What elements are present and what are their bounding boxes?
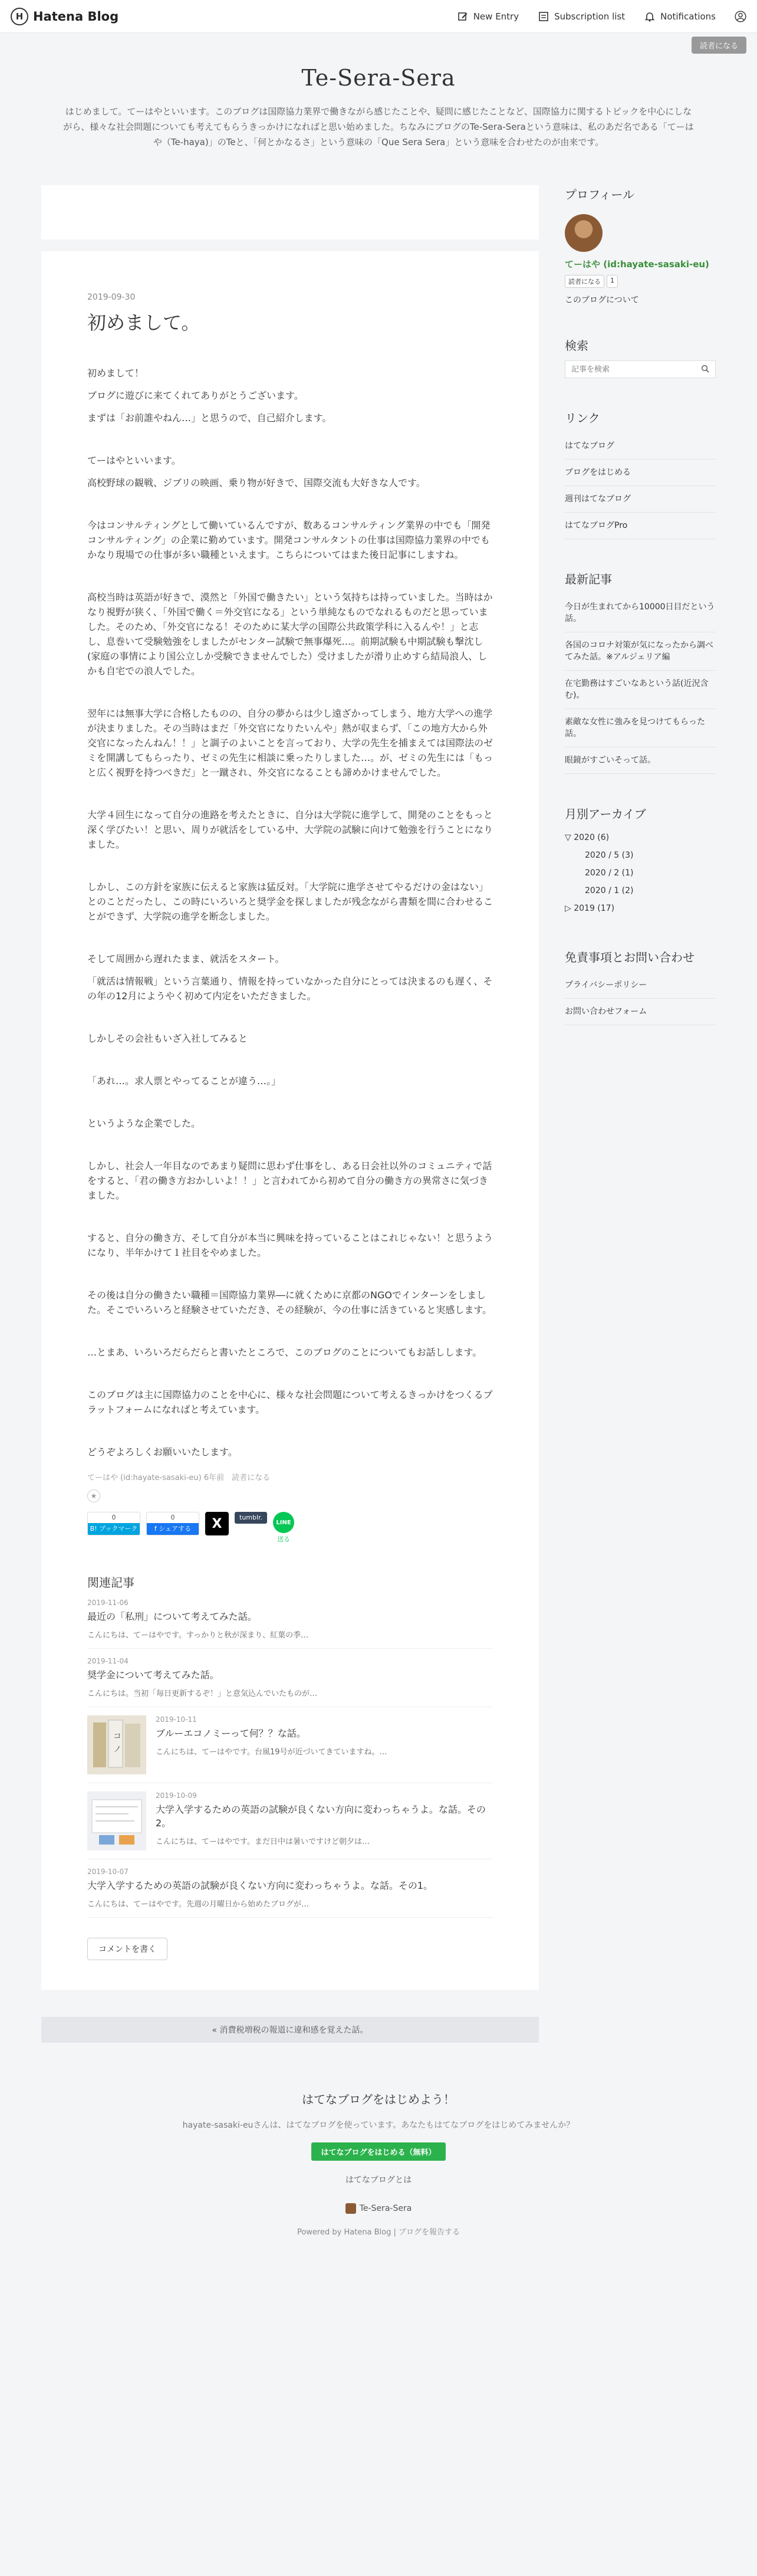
paragraph-gap — [87, 1325, 493, 1345]
entry-paragraph: このブログは主に国際協力のことを中心に、様々な社会問題について考えるきっかけをつくるプラットフォームになればと考えています。 — [87, 1389, 493, 1415]
related-text — [156, 1791, 493, 1850]
entry-paragraph: …とまあ、いろいろだらだらと書いたところで、このブログのことについてもお話しします。 — [87, 1347, 482, 1358]
profile-module — [565, 185, 716, 306]
user-account-icon[interactable] — [735, 11, 746, 22]
related-item[interactable] — [87, 1649, 493, 1707]
related-snippet: こんにちは、てーはやです。先週の月曜日から始めたブログが… — [87, 1900, 309, 1909]
disclaimer-item[interactable]: プライバシーポリシー — [565, 972, 716, 999]
related-text — [87, 1868, 433, 1909]
facebook-label: f シェアする — [147, 1523, 199, 1535]
entry-date[interactable]: 2019-09-30 — [87, 293, 136, 302]
entry-body — [87, 366, 493, 1459]
related-title[interactable]: 奨学金について考えてみた話。 — [87, 1669, 219, 1681]
blog-description: はじめまして。てーはやといいます。このブログは国際協力業界で働きながら感じたことや、疑問に感じたことなど、国際協力に関するトピックを中心にしながら、様々な社会問題についても考えてもらうきっかけになればと思い始めました。ちなみにブログのTe-Sera-Seraという意味は、私のあだ名である「てーはや（Te-haya)」のTeと、「何とかなるさ」という意味の「Que Sera Sera」という意味を合わせたのが由来です。 — [63, 106, 694, 147]
footer-blog-name: Te-Sera-Sera — [359, 2204, 412, 2213]
paragraph-gap — [87, 931, 493, 951]
related-date: 2019-10-09 — [156, 1791, 197, 1800]
subscribe-button[interactable]: 読者になる — [692, 37, 746, 54]
content-wrapper — [41, 185, 716, 2043]
entry-title[interactable]: 初めまして。 — [87, 311, 200, 334]
search-module — [565, 336, 716, 378]
entry-article — [41, 251, 539, 1990]
paragraph-gap — [87, 1138, 493, 1159]
archive-item[interactable]: ▽ 2020 (6) — [565, 833, 610, 842]
new-entry-link[interactable] — [457, 11, 519, 22]
edit-icon — [457, 11, 469, 22]
related-snippet: こんにちは、てーはやです。台風19号が近づいてきていますね。… — [156, 1748, 387, 1757]
search-input[interactable] — [571, 365, 689, 374]
paragraph-gap — [87, 686, 493, 706]
entry-paragraph: 大学４回生になって自分の進路を考えたときに、自分は大学院に進学して、開発のことをもっと深く学びたい！と思い、周りが就活をしている中、大学院の試験に向けて勉強を行うことになりました。 — [87, 809, 493, 850]
entry-paragraph: 「就活は情報戦」という言葉通り、情報を持っていなかった自分にとっては決まるのも遅く、その年の12月にようやく初めて内定をいただきました。 — [87, 976, 493, 1002]
svg-text:コ: コ — [113, 1732, 121, 1741]
entry-paragraph: てーはやといいます。 — [87, 455, 181, 466]
footer-text: hayate-sasaki-euさんは、はてなブログを使っています。あなたもはてなブログをはじめてみませんか？ — [182, 2121, 575, 2130]
profile-heading: プロフィール — [565, 188, 634, 202]
related-date: 2019-11-06 — [87, 1599, 129, 1607]
recent-list — [565, 594, 716, 774]
write-comment-button[interactable]: コメントを書く — [87, 1938, 167, 1960]
sidebar-link-item[interactable]: はてなブログPro — [565, 513, 716, 539]
tumblr-share-button[interactable]: tumblr. — [235, 1512, 267, 1524]
paragraph-gap — [87, 570, 493, 590]
profile-reader-button[interactable]: 読者になる — [565, 275, 604, 288]
archive-item[interactable]: 2020 / 5 (3) — [585, 851, 634, 860]
paragraph-gap — [87, 1096, 493, 1116]
related-item[interactable] — [87, 1783, 493, 1859]
bookmark-count: 0 — [111, 1514, 116, 1521]
recent-entry-item[interactable]: 素敵な女性に強みを見つけてもらった話。 — [565, 709, 716, 747]
line-label: 送る — [277, 1535, 291, 1543]
entry-paragraph: 今はコンサルティングとして働いているんですが、数あるコンサルティング業界の中でも「開発コンサルティング」の企業に勤めています。開発コンサルタントの仕事は国際協力業界の中でもかなり現場での仕事が多い職種といえます。こちらについてはまた後日記事にしますね。 — [87, 520, 491, 560]
entry-paragraph: その後は自分の働きたい職種＝国際協力業界―に就くために京都のNGOでインターンをしました。そこでいろいろと経験させていただき、その経験が、今の仕事に活きていると実感します。 — [87, 1289, 492, 1315]
share-buttons — [87, 1512, 493, 1544]
entry-paragraph: 翌年には無事大学に合格したものの、自分の夢からは少し遠ざかってしまう、地方大学への進学が決まりました。その当時はまだ「外交官になりたいんや」熱が収まらず、「この地方大から外交官になったんねん！！」と調子のよいことを言っており、大学の先生を捕まえては国際法のゼミを開講してもらったり、ゼミの先生に相談に乗ったりしました…。が、ゼミの先生には「もっと広く視野を持つべきだ」と一蹴され、外交官になることも諦めかけませんでした。 — [87, 708, 493, 778]
related-snippet: こんにちは。当初「毎日更新するぞ！」と意気込んでいたものが… — [87, 1689, 318, 1698]
related-heading: 関連記事 — [87, 1576, 134, 1590]
entry-paragraph: しかし、この方針を家族に伝えると家族は猛反対。「大学院に進学させてやるだけの金はない」とのことだったし、この時にいろいろと奨学金を探しましたが残念ながら書類を間に合わせることができず、大学院の進学を断念しました。 — [87, 881, 493, 922]
paragraph-gap — [87, 1011, 493, 1031]
links-module — [565, 409, 716, 539]
related-date: 2019-10-07 — [87, 1868, 129, 1876]
sidebar-link-item[interactable]: 週刊はてなブログ — [565, 486, 716, 513]
footer-heading: はてなブログをはじめよう！ — [302, 2092, 455, 2106]
paragraph-gap — [87, 787, 493, 808]
disclaimer-heading: 免責事項とお問い合わせ — [565, 950, 695, 964]
related-thumbnail — [87, 1791, 146, 1850]
links-list — [565, 433, 716, 539]
about-hatena-blog-link[interactable]: はてなブログとは — [345, 2175, 412, 2185]
about-blog-link[interactable]: このブログについて — [565, 296, 639, 305]
related-item[interactable] — [87, 1859, 493, 1918]
related-title[interactable]: ブルーエコノミーって何？？な話。 — [156, 1728, 306, 1739]
profile-id[interactable]: てーはや (id:hayate-sasaki-eu) — [565, 259, 709, 270]
main-column — [41, 185, 539, 2043]
logo-text: Hatena Blog — [33, 9, 119, 24]
svg-text:ノ: ノ — [113, 1745, 121, 1754]
add-star-icon[interactable]: ★ — [87, 1489, 100, 1502]
links-heading: リンク — [565, 411, 600, 425]
blog-icon — [345, 2203, 356, 2214]
notifications-label: Notifications — [660, 11, 716, 22]
sidebar-link-item[interactable]: ブログをはじめる — [565, 460, 716, 486]
sidebar-link-item[interactable]: はてなブログ — [565, 433, 716, 460]
paragraph-gap — [87, 1210, 493, 1230]
related-snippet: こんにちは、てーはやです。まだ日中は暑いですけど朝夕は… — [156, 1837, 370, 1846]
line-share-button[interactable] — [273, 1512, 294, 1544]
disclaimer-module — [565, 948, 716, 1025]
recent-entry-item[interactable]: 今日が生まれてから10000日目だという話。 — [565, 594, 716, 632]
paragraph-gap — [87, 433, 493, 453]
entry-paragraph: しかし、社会人一年目なのであまり疑問に思わず仕事をし、ある日会社以外のコミュニティで話をすると、「君の働き方おかしいよ！！」と言われてから初めて自分の働き方の異常さに気づきました。 — [87, 1160, 492, 1201]
search-heading: 検索 — [565, 339, 588, 353]
recent-entry-item[interactable]: 眼鏡がすごいそって話。 — [565, 747, 716, 774]
recent-heading: 最新記事 — [565, 572, 612, 586]
entry-paragraph: まずは「お前誰やねん…」と思うので、自己紹介します。 — [87, 412, 332, 424]
subscription-list-link[interactable] — [538, 11, 625, 22]
related-title[interactable]: 大学入学するための英語の試験が良くない方向に変わっちゃうよ。な話。その2。 — [156, 1804, 486, 1829]
entry-paragraph: どうぞよろしくお願いいたします。 — [87, 1446, 238, 1458]
blog-title[interactable]: Te-Sera-Sera — [301, 65, 456, 91]
related-text — [156, 1715, 387, 1774]
related-snippet: こんにちは、てーはやです。すっかりと秋が深まり、紅葉の季… — [87, 1631, 309, 1640]
archive-module — [565, 805, 716, 917]
subscription-list-label: Subscription list — [554, 11, 626, 22]
paragraph-gap — [87, 498, 493, 518]
facebook-count: 0 — [170, 1514, 175, 1521]
entry-paragraph: 初めまして！ — [87, 367, 144, 379]
facebook-share-button[interactable] — [146, 1512, 199, 1535]
recent-entry-item[interactable]: 在宅勤務はすごいなあという話(近況含む)。 — [565, 671, 716, 709]
archive-item[interactable]: 2020 / 1 (2) — [585, 886, 634, 895]
avatar[interactable] — [565, 214, 603, 252]
ad-area — [41, 185, 539, 239]
related-date: 2019-11-04 — [87, 1657, 129, 1665]
search-icon[interactable] — [701, 364, 709, 375]
recent-module — [565, 570, 716, 774]
recent-entry-item[interactable]: 各国のコロナ対策が気になったから調べてみた話。※アルジェリア編 — [565, 632, 716, 671]
hatena-logo-icon: H — [11, 8, 28, 25]
related-list — [87, 1590, 493, 1918]
related-date: 2019-10-11 — [156, 1715, 197, 1724]
bell-icon — [644, 11, 656, 22]
paragraph-gap — [87, 1425, 493, 1445]
related-title[interactable]: 大学入学するための英語の試験が良くない方向に変わっちゃうよ。な話。その1。 — [87, 1880, 433, 1891]
paragraph-gap — [87, 1054, 493, 1074]
related-text — [87, 1657, 317, 1698]
related-item[interactable] — [87, 1590, 493, 1649]
archive-list — [565, 829, 716, 917]
disclaimer-item[interactable]: お問い合わせフォーム — [565, 999, 716, 1025]
profile-reader-count: 1 — [607, 275, 618, 288]
related-text — [87, 1599, 308, 1640]
entry-paragraph: 「あれ…。求人票とやってることが違う…。」 — [87, 1075, 281, 1087]
footer-blog-link[interactable] — [0, 2203, 757, 2214]
archive-heading: 月別アーカイブ — [565, 807, 646, 821]
entry-paragraph: そして周囲から遅れたまま、就活をスタート。 — [87, 953, 285, 964]
paragraph-gap — [87, 1268, 493, 1288]
page-footer — [0, 2090, 757, 2237]
notifications-link[interactable] — [644, 11, 716, 22]
related-title[interactable]: 最近の「私刑」について考えてみた話。 — [87, 1611, 257, 1622]
x-share-button[interactable]: X — [205, 1512, 229, 1535]
entry-paragraph: 高校野球の観戦、ジブリの映画、乗り物が好きで、国際交流も大好きな人です。 — [87, 477, 426, 488]
entry-paragraph: というような企業でした。 — [87, 1118, 201, 1129]
paragraph-gap — [87, 859, 493, 880]
line-icon: LINE — [273, 1512, 294, 1533]
archive-item[interactable]: ▷ 2019 (17) — [565, 904, 615, 913]
related-item[interactable] — [87, 1707, 493, 1783]
entry-paragraph: 高校当時は英語が好きで、漠然と「外国で働きたい」という気持ちは持っていました。当時はかなり視野が狭く、「外国で働く＝外交官になる」という単純なものでなれるものだと思っていました。そのため、「外交官になる！そのために某大学の国際公共政策学科に入るんや！」と志し、息巻いて受験勉強をしましたがセンター試験で無事爆死…。前期試験も中期試験も撃沈し(家庭の事情により国公立しか受験できませんでした）受けましたが滑り止めすら結局浪人、しかも自宅での浪人でした。 — [87, 592, 493, 677]
disclaimer-list — [565, 972, 716, 1025]
hatena-bookmark-button[interactable] — [87, 1512, 140, 1535]
prev-entry-link[interactable]: « 消費税増税の報道に違和感を覚えた話。 — [41, 2017, 539, 2043]
entry-paragraph: しかしその会社もいざ入社してみると — [87, 1033, 248, 1044]
global-header — [0, 0, 757, 33]
new-entry-label: New Entry — [473, 11, 519, 22]
global-nav — [457, 11, 746, 22]
bookmark-label: B! ブックマーク — [88, 1523, 140, 1535]
hatena-blog-logo[interactable] — [11, 8, 119, 25]
entry-footer: てーはや (id:hayate-sasaki-eu) 6年前 読者になる — [87, 1474, 271, 1482]
paragraph-gap — [87, 1367, 493, 1387]
profile-reader — [565, 275, 716, 288]
entry-paragraph: ブログに遊びに来てくれてありがとうございます。 — [87, 390, 304, 401]
list-icon — [538, 11, 549, 22]
blog-header — [0, 33, 757, 150]
powered-by: Powered by Hatena Blog | ブログを報告する — [297, 2228, 460, 2237]
start-blog-button[interactable]: はてなブログをはじめる（無料） — [311, 2142, 445, 2161]
related-thumbnail — [87, 1715, 146, 1774]
entry-paragraph: すると、自分の働き方、そして自分が本当に興味を持っていることはこれじゃない！と思うようになり、半年かけて１社目をやめました。 — [87, 1232, 493, 1258]
search-box — [565, 360, 716, 378]
archive-item[interactable]: 2020 / 2 (1) — [585, 868, 634, 878]
sidebar — [565, 185, 716, 2043]
